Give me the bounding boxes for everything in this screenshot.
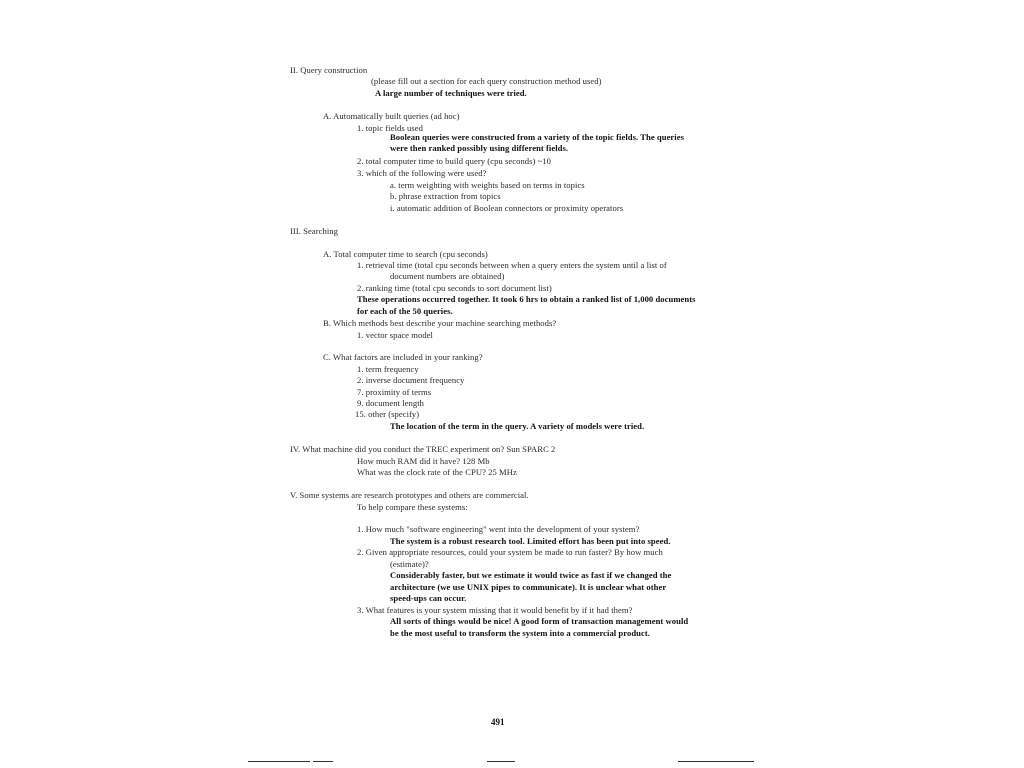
footer-rule-left [248, 761, 310, 762]
section-v-q2-line-1: 2. Given appropriate resources, could your system be made to run faster? By how much [357, 547, 663, 557]
section-v-q2-line-2: (estimate)? [390, 559, 429, 569]
section-iii-b-label: B. Which methods best describe your machine searching methods? [323, 318, 557, 328]
footer-rule-center [487, 761, 515, 762]
section-iii-c15: 15. other (specify) [355, 409, 420, 419]
section-ii-q3-c: i. automatic addition of Boolean connectors or proximity operators [390, 203, 624, 213]
footer-rule-left-short [313, 761, 333, 762]
section-ii-answer: A large number of techniques were tried. [375, 88, 527, 98]
footer-rule-right [678, 761, 754, 762]
section-ii-q1-answer-2: were then ranked possibly using different fields. [390, 143, 569, 153]
section-v-q1-answer: The system is a robust research tool. Limited effort has been put into speed. [390, 536, 671, 546]
section-ii-q1: 1. topic fields used [357, 123, 423, 133]
section-ii-q3-a: a. term weighting with weights based on terms in topics [390, 180, 585, 190]
section-ii-q3: 3. which of the following were used? [357, 168, 487, 178]
section-v-q1: 1. How much "software engineering" went into the development of your system? [357, 524, 640, 534]
section-iii-b1: 1. vector space model [357, 330, 433, 340]
section-v-q2-answer-3: speed-ups can occur. [390, 593, 467, 603]
section-v-q3-answer-1: All sorts of things would be nice! A good form of transaction management would [390, 616, 689, 626]
section-iii-a1-line-2: document numbers are obtained) [390, 271, 505, 281]
section-ii-a-label: A. Automatically built queries (ad hoc) [323, 111, 460, 121]
section-v-intro: To help compare these systems: [357, 502, 468, 512]
section-iii-a-label: A. Total computer time to search (cpu seconds) [323, 249, 488, 259]
section-iii-c7: 7. proximity of terms [357, 387, 432, 397]
section-iv-ram: How much RAM did it have? 128 Mb [357, 456, 490, 466]
section-iii-c9: 9. document length [357, 398, 425, 408]
section-iii-a-answer-1: These operations occurred together. It took 6 hrs to obtain a ranked list of 1,000 documents [357, 294, 696, 304]
section-iv-clock: What was the clock rate of the CPU? 25 MHz [357, 467, 517, 477]
section-iii-a2: 2. ranking time (total cpu seconds to sort document list) [357, 283, 552, 293]
section-ii-q1-answer-1: Boolean queries were constructed from a variety of the topic fields. The queries [390, 132, 684, 142]
section-ii-q2: 2. total computer time to build query (cpu seconds) ~10 [357, 156, 552, 166]
section-v-q3-answer-2: be the most useful to transform the system into a commercial product. [390, 628, 650, 638]
section-v-q3: 3. What features is your system missing that it would benefit by if it had them? [357, 605, 633, 615]
section-iii-heading: III. Searching [290, 226, 338, 236]
section-iii-c-answer: The location of the term in the query. A variety of models were tried. [390, 421, 645, 431]
section-iii-a-answer-2: for each of the 50 queries. [357, 306, 453, 316]
section-iii-c2: 2. inverse document frequency [357, 375, 465, 385]
section-iii-c1: 1. term frequency [357, 364, 419, 374]
section-ii-instruction: (please fill out a section for each query construction method used) [371, 76, 602, 86]
section-v-q2-answer-1: Considerably faster, but we estimate it would twice as fast if we changed the [390, 570, 672, 580]
page-number: 491 [491, 717, 505, 727]
section-ii-q3-b: b. phrase extraction from topics [390, 191, 501, 201]
section-ii-heading: II. Query construction [290, 65, 368, 75]
section-v-heading: V. Some systems are research prototypes and others are commercial. [290, 490, 529, 500]
section-v-q2-answer-2: architecture (we use UNIX pipes to communicate). It is unclear what other [390, 582, 667, 592]
section-iv-heading: IV. What machine did you conduct the TREC experiment on? Sun SPARC 2 [290, 444, 556, 454]
section-iii-a1-line-1: 1. retrieval time (total cpu seconds between when a query enters the system until a list of [357, 260, 667, 270]
section-iii-c-label: C. What factors are included in your ranking? [323, 352, 483, 362]
